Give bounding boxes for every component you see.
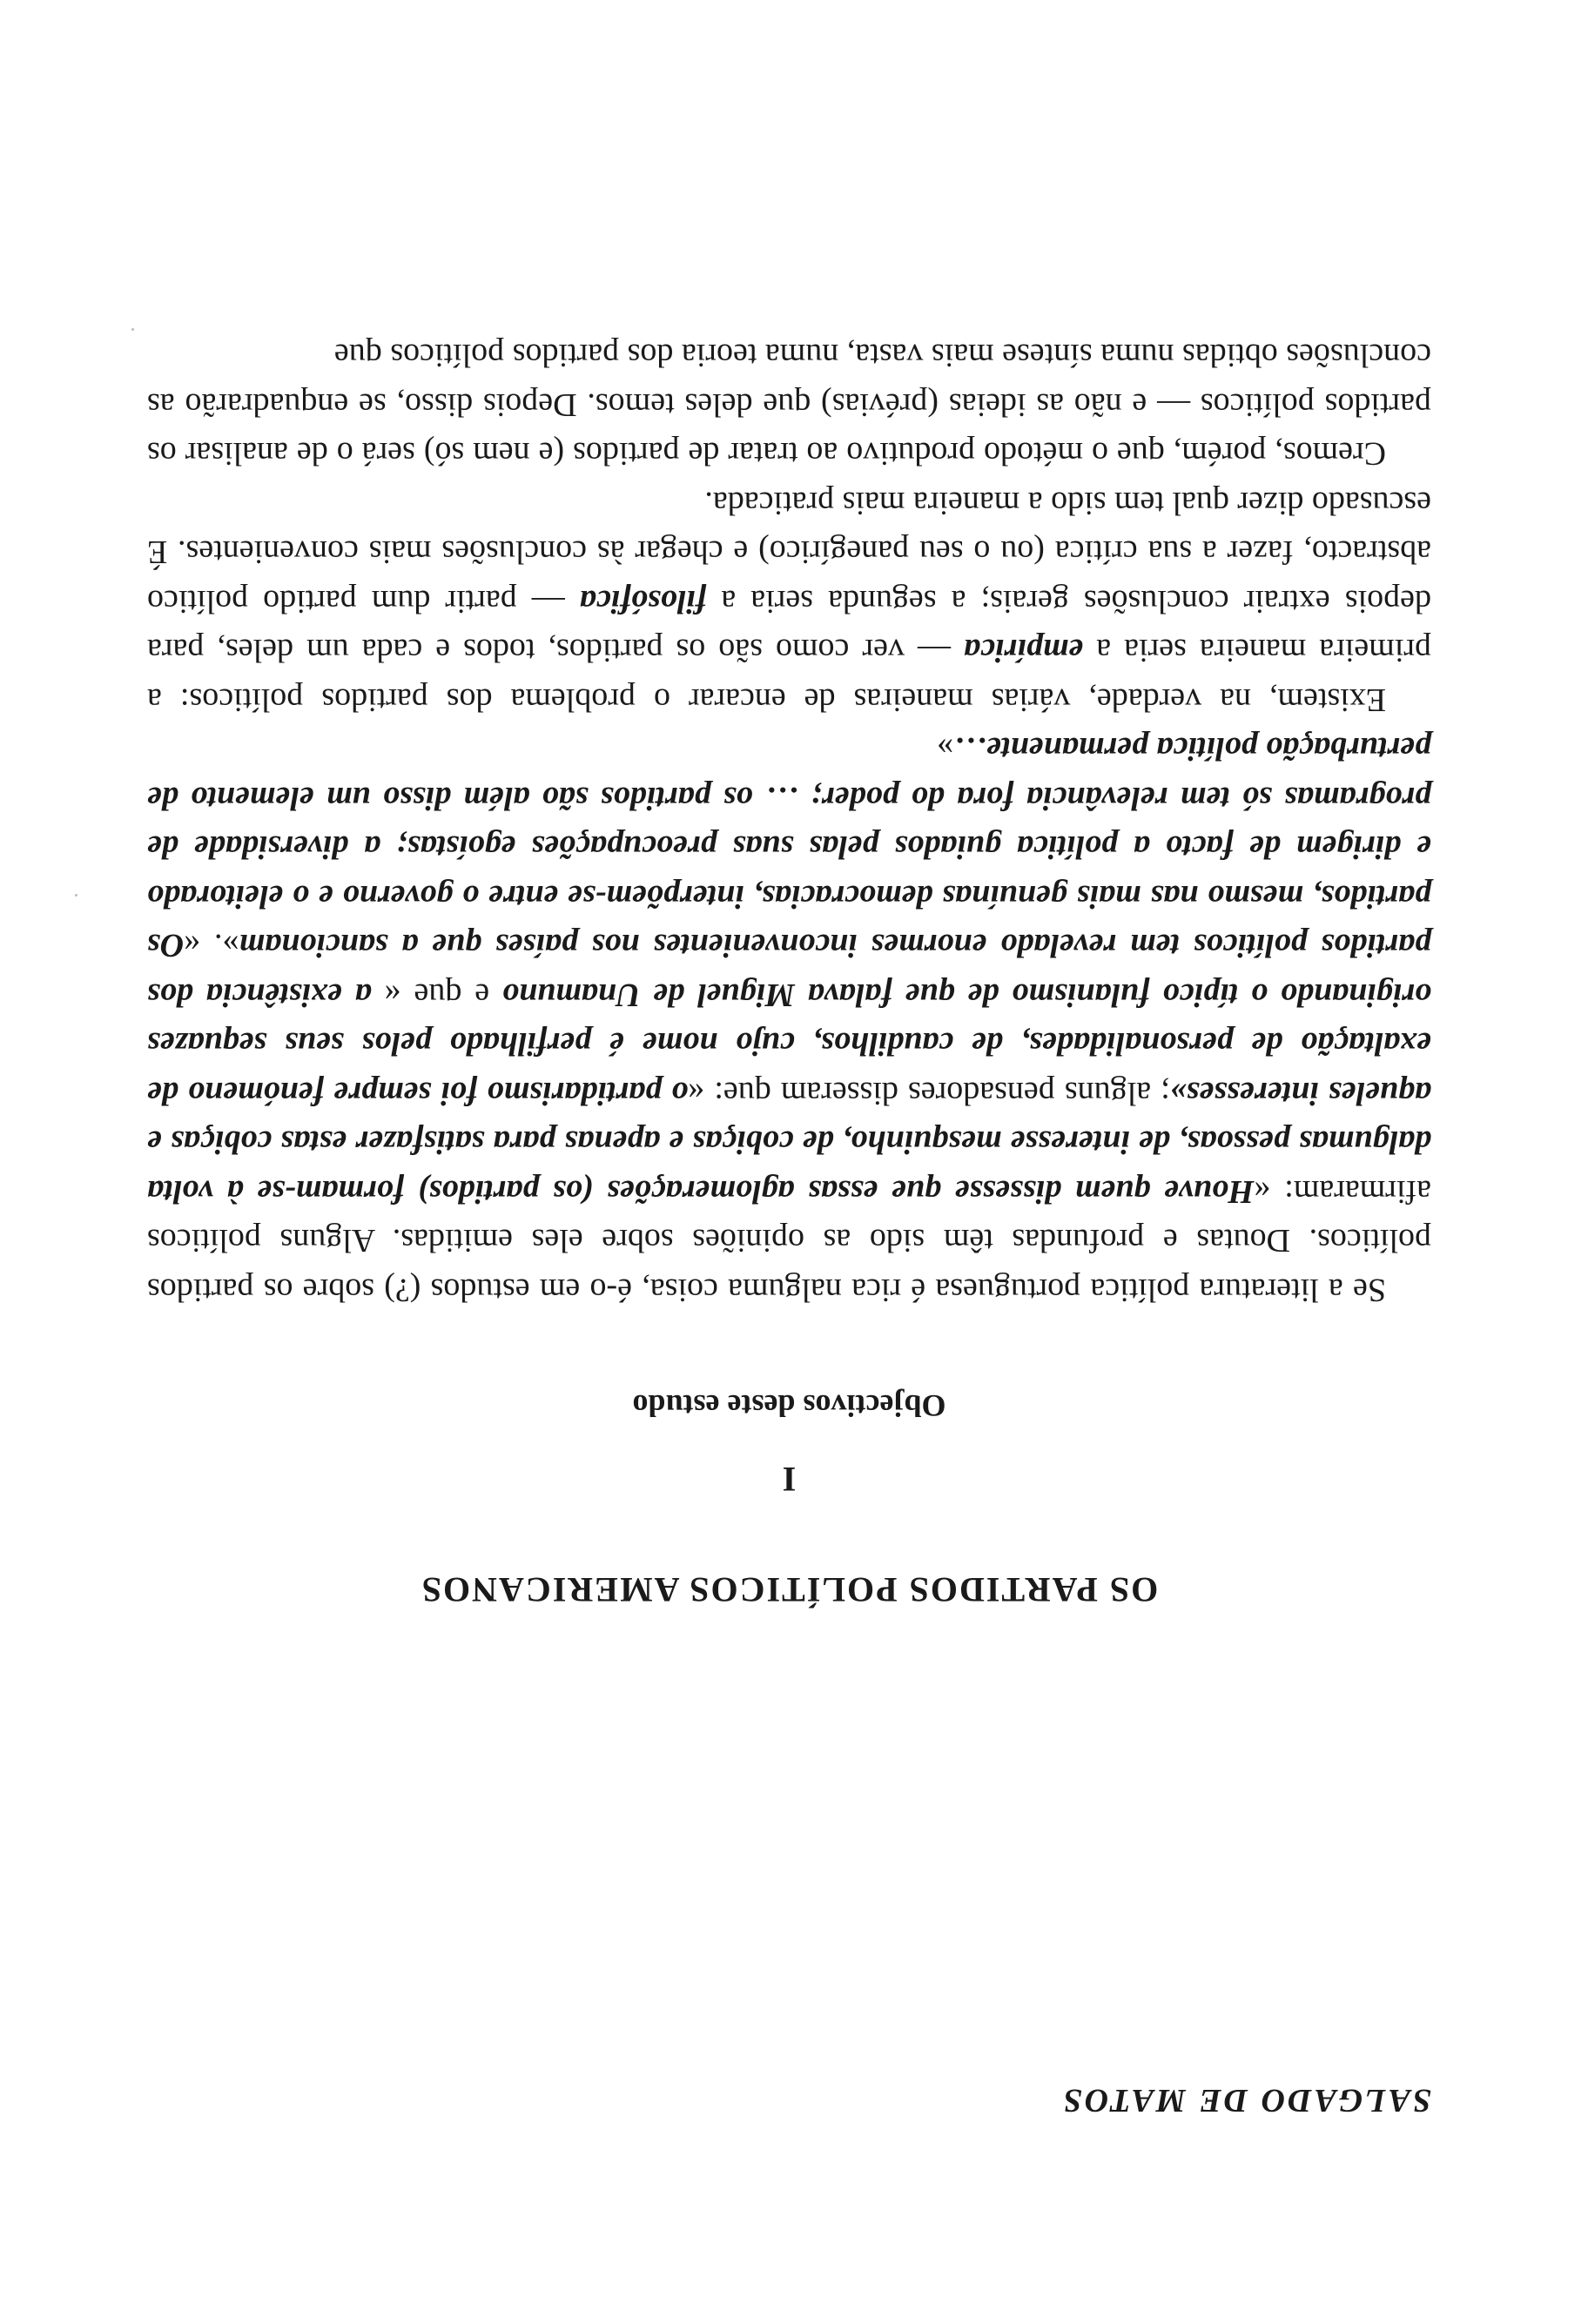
text-segment: ». « [184, 927, 239, 964]
quoted-text: o partidarismo foi sempre fenómeno de exaltação de personalidades, de caudilhos, cujo nome é perfilhado pelos seus sequazes originando o típico fulanismo de que falava Miguel de Unamuno [147, 977, 1431, 1112]
chapter-number: I [782, 1460, 797, 1499]
paper-speck [75, 894, 77, 897]
running-head: SALGADO DE MATOS [1060, 2082, 1431, 2119]
emphasis-term: filosófica [579, 583, 707, 620]
chapter-title: OS PARTIDOS POLÍTICOS AMERICANOS [420, 1570, 1159, 1609]
text-segment: Existem, na verdade, várias maneiras de encarar o problema dos partidos políticos: a primeira maneira seria a [147, 632, 1431, 718]
chapter-heading [147, 1387, 1431, 1610]
section-title: Objectivos deste estudo [632, 1388, 946, 1423]
text-segment: Cremos, porém, que o método produtivo ao tratar de partidos (e nem só) será o de analisar os partidos políticos — e não as ideias (prévias) que deles temos. Depois disso, se enquadrarão as conclusões obtidas numa síntese mais vasta, numa teoria dos partidos políticos que [147, 337, 1431, 473]
emphasis-term: empírica [964, 632, 1084, 669]
text-segment: — partir dum partido político abstracto, fazer a sua crítica (ou o seu panegírico) e chegar às conclusões mais convenientes. É escusado dizer qual tem sido a maneira mais praticada. [147, 485, 1431, 620]
quoted-text: a existência dos partidos políticos tem revelado enormes inconvenientes nos países que a sancionam [147, 927, 1431, 1013]
body-text [147, 331, 1431, 1314]
text-segment: Se a literatura política portuguesa é rica nalguma coisa, é-o em estudos (?) sobre os partidos políticos. Doutas e profundas têm sido as opiniões sobre eles emitidas. Alguns políticos afirmaram: « [147, 1173, 1431, 1308]
paragraph [147, 479, 1431, 725]
quoted-text: Houve quem dissesse que essas aglomerações (os partidos) formam-se à volta dalgumas pessoas, de interesse mesquinho, de cobiças e apenas para satisfazer estas cobiças e aqueles interesses» [147, 1075, 1431, 1210]
paragraph [147, 724, 1431, 1314]
paper-speck [131, 328, 134, 331]
text-segment: — ver como são os partidos, todos e cada um deles, para depois extrair conclusões gerais; a segunda seria a [147, 583, 1431, 669]
text-segment: e que « [371, 977, 502, 1013]
text-segment: » [937, 730, 954, 768]
quoted-text: Os partidos, mesmo nas mais genuínas democracias, interpõem-se entre o governo e o eleitorado e dirigem de facto a política guiados pelas suas preocupações egoístas; a diversidade de programas só tem relevância fora do poder; … os partidos são além disso um elemento de perturbação política permanente… [146, 730, 1431, 964]
paragraph [147, 331, 1431, 479]
text-segment: ; alguns pensadores disseram que: « [688, 1075, 1170, 1112]
